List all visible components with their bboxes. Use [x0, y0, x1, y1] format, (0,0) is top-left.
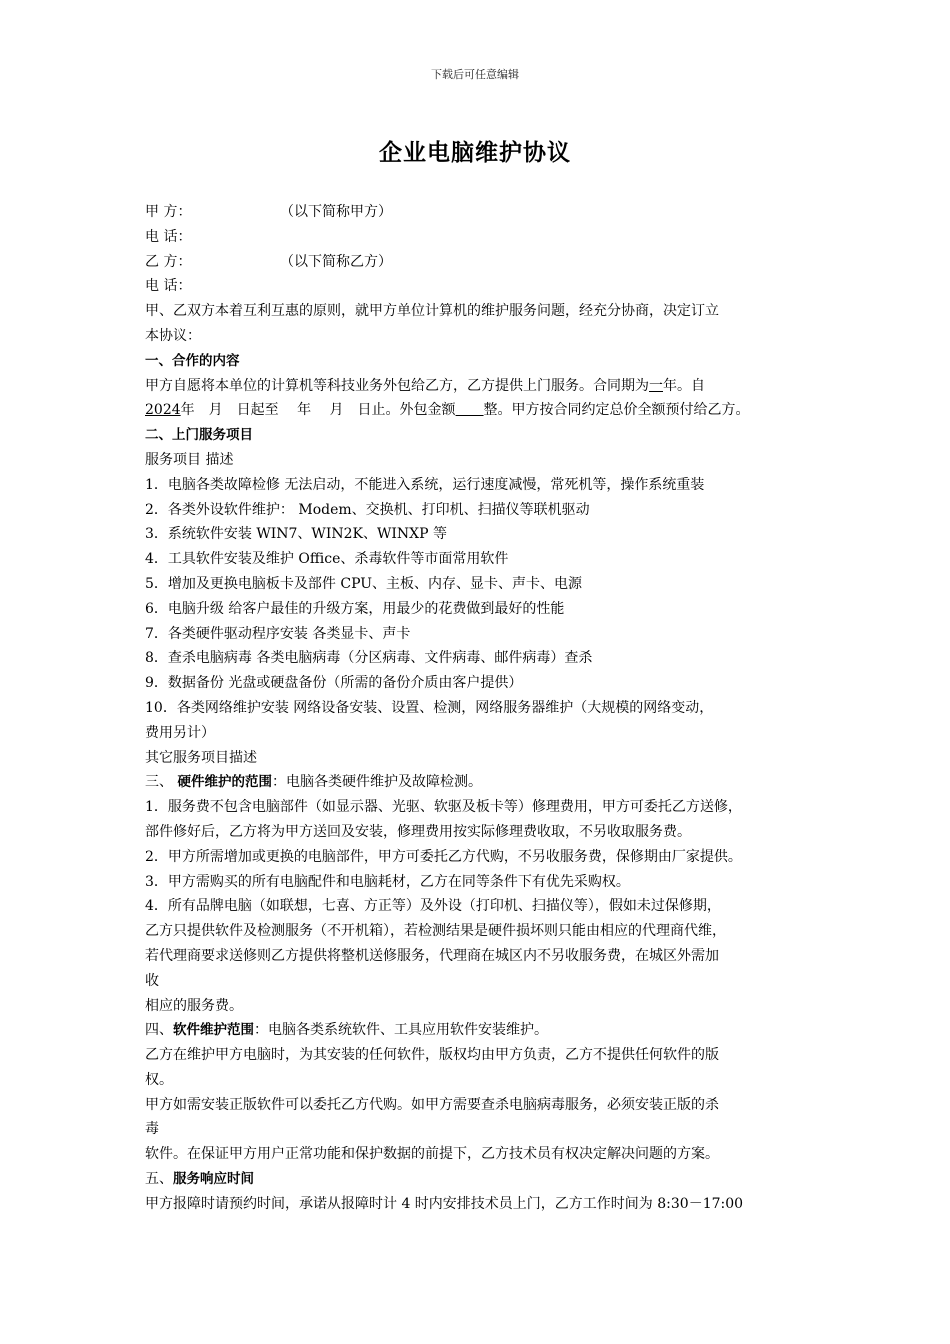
party-a-phone: 电 话： — [145, 228, 192, 245]
service-item: 2．各类外设软件维护： Modem、交换机、打印机、扫描仪等联机驱动 — [145, 501, 590, 518]
intro-line: 本协议： — [145, 327, 201, 344]
section-3-line: 4．所有品牌电脑（如联想，七喜、方正等）及外设（打印机、扫描仪等），假如未过保修期， — [145, 898, 721, 915]
section-4-line: 权。 — [145, 1071, 173, 1088]
service-item: 5．增加及更换电脑板卡及部件 CPU、主板、内存、显卡、声卡、电源 — [145, 575, 583, 592]
contract-year: 2024 — [145, 402, 181, 419]
section-1-line: 甲方自愿将本单位的计算机等科技业务外包给乙方，乙方提供上门服务。合同期为一年。自 — [145, 377, 705, 394]
other-services: 其它服务项目描述 — [145, 749, 257, 766]
party-b-phone: 电 话： — [145, 278, 192, 295]
service-item: 1．电脑各类故障检修 无法启动，不能进入系统，运行速度减慢，常死机等，操作系统重装 — [145, 476, 705, 493]
party-b-line — [145, 250, 825, 275]
service-item: 10．各类网络维护安装 网络设备安装、设置、检测，网络服务器维护（大规模的网络变动， — [145, 699, 714, 716]
section-2-heading: 二、上门服务项目 — [145, 427, 253, 444]
header-note: 下载后可任意编辑 — [431, 68, 519, 81]
section-4-line: 软件。在保证甲方用户正常功能和保护数据的前提下，乙方技术员有权决定解决问题的方案。 — [145, 1146, 719, 1163]
service-item: 8．查杀电脑病毒 各类电脑病毒（分区病毒、文件病毒、邮件病毒）查杀 — [145, 650, 593, 667]
service-item: 7．各类硬件驱动程序安装 各类显卡、声卡 — [145, 625, 411, 642]
section-3-heading: 三、 硬件维护的范围：电脑各类硬件维护及故障检测。 — [145, 774, 482, 791]
service-item: 9．数据备份 光盘或硬盘备份（所需的备份介质由客户提供） — [145, 675, 523, 692]
contract-years: 一 — [649, 377, 663, 394]
section-4-line: 毒 — [145, 1121, 159, 1138]
section-5-heading: 五、服务响应时间 — [145, 1171, 254, 1188]
intro-line: 甲、乙双方本着互利互惠的原则，就甲方单位计算机的维护服务问题，经充分协商，决定订立 — [145, 303, 719, 320]
party-b-note: （以下简称乙方） — [280, 253, 392, 270]
section-3-line: 3．甲方需购买的所有电脑配件和电脑耗材，乙方在同等条件下有优先采购权。 — [145, 873, 630, 890]
party-a-note: （以下简称甲方） — [280, 204, 392, 220]
service-item: 3．系统软件安装 WIN7、WIN2K、WINXP 等 — [145, 526, 447, 543]
section-4-line: 甲方如需安装正版软件可以委托乙方代购。如甲方需要查杀电脑病毒服务，必须安装正版的杀 — [145, 1096, 719, 1113]
section-4-heading: 四、软件维护范围：电脑各类系统软件、工具应用软件安装维护。 — [145, 1022, 548, 1039]
section-3-line: 部件修好后，乙方将为甲方送回及安装，修理费用按实际修理费收取，不另收取服务费。 — [145, 823, 691, 840]
section-3-line: 2．甲方所需增加或更换的电脑部件，甲方可委托乙方代购，不另收服务费，保修期由厂家提供。 — [145, 848, 742, 865]
document-title: 企业电脑维护协议 — [379, 140, 571, 166]
amount-blank — [456, 402, 484, 418]
section-4-line: 乙方在维护甲方电脑时，为其安装的任何软件，版权均由甲方负责，乙方不提供任何软件的版 — [145, 1047, 719, 1064]
service-item: 费用另计） — [145, 724, 215, 741]
service-item: 4．工具软件安装及维护 Office、杀毒软件等市面常用软件 — [145, 551, 509, 568]
document-body — [145, 200, 825, 1217]
section-2-subheading: 服务项目 描述 — [145, 451, 234, 468]
section-5-line: 甲方报障时请预约时间，承诺从报障时计 4 时内安排技术员上门，乙方工作时间为 8:30－17:00 — [145, 1195, 744, 1212]
section-1-line: 2024年 月 日起至 年 月 日止。外包金额 整。甲方按合同约定总价全额预付给乙方。 — [145, 402, 750, 419]
section-3-line: 收 — [145, 972, 159, 989]
section-3-line: 乙方只提供软件及检测服务（不开机箱），若检测结果是硬件损坏则只能由相应的代理商代维， — [145, 923, 726, 940]
party-b-label: 乙 方： — [145, 253, 192, 270]
party-a-line — [145, 200, 825, 225]
party-a-label: 甲 方： — [145, 204, 192, 220]
section-3-line: 相应的服务费。 — [145, 997, 243, 1014]
section-1-heading: 一、合作的内容 — [145, 352, 240, 369]
section-3-line: 1．服务费不包含电脑部件（如显示器、光驱、软驱及板卡等）修理费用，甲方可委托乙方送修， — [145, 799, 742, 816]
service-item: 6．电脑升级 给客户最佳的升级方案，用最少的花费做到最好的性能 — [145, 600, 565, 617]
section-3-line: 若代理商要求送修则乙方提供将整机送修服务，代理商在城区内不另收服务费，在城区外需加 — [145, 947, 719, 964]
